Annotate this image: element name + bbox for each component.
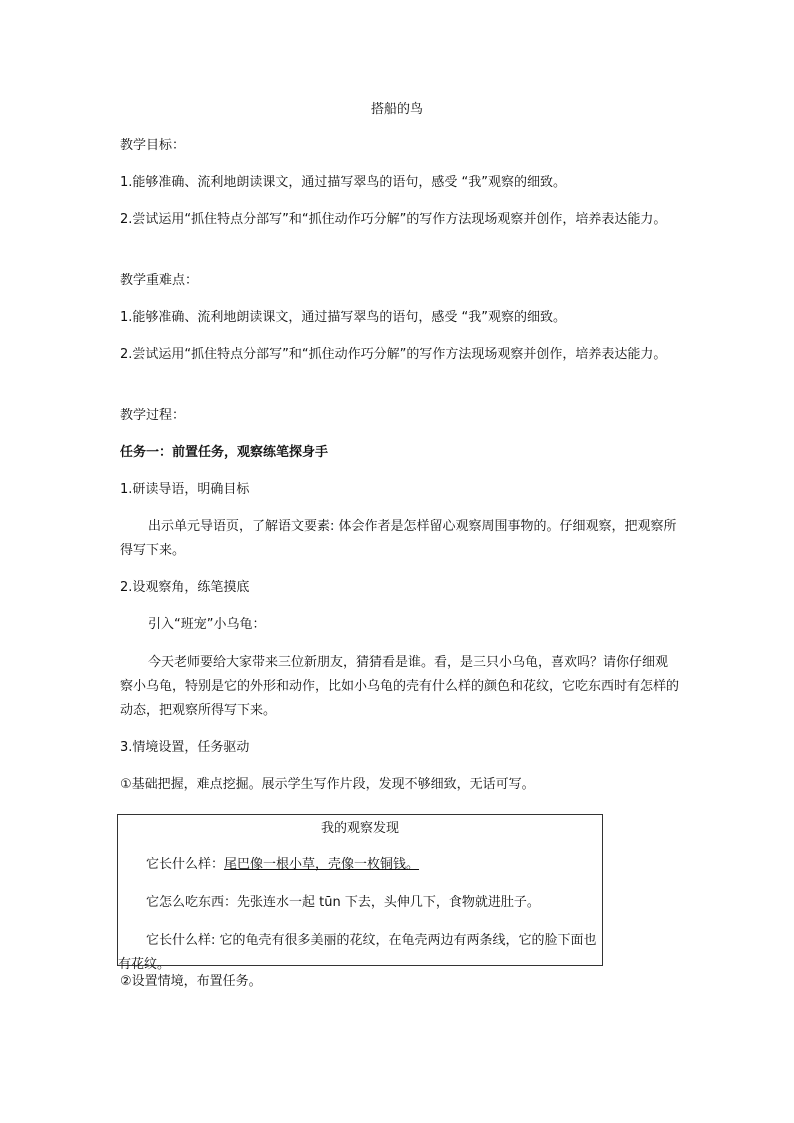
substep-1: ①基础把握，难点挖掘。展示学生写作片段，发现不够细致，无话可写。 xyxy=(120,777,535,792)
step1-text: 出示单元导语页，了解语文要素: 体会作者是怎样留心观察周围事物的。仔细观察，把观察所得写下来。 xyxy=(120,519,677,558)
task1-heading: 任务一：前置任务，观察练笔探身手 xyxy=(120,445,329,460)
objective-item-2: 2.尝试运用“抓住特点分部写”和“抓住动作巧分解”的写作方法现场观察并创作，培养表达能力。 xyxy=(120,212,667,227)
step2-intro: 引入“班宠”小乌龟： xyxy=(148,617,266,632)
box-line-3: 它长什么样: 它的龟壳有很多美丽的花纹，在龟壳两边有两条线，它的脸下面也有花纹。 xyxy=(118,933,597,972)
process-heading: 教学过程： xyxy=(120,408,186,423)
box-line-1 xyxy=(118,853,604,877)
step2-text: 今天老师要给大家带来三位新朋友，猜猜看是谁。看，是三只小乌龟，喜欢吗？请你仔细观察小乌龟，特别是它的外形和动作，比如小乌龟的壳有什么样的颜色和花纹，它吃东西时有怎样的动态，把观察所得写下来。 xyxy=(120,655,680,718)
step3-heading: 3.情境设置，任务驱动 xyxy=(120,740,250,755)
substep-2: ②设置情境，布置任务。 xyxy=(120,974,262,989)
key-points-heading: 教学重难点： xyxy=(120,273,199,288)
step1-heading: 1.研读导语，明确目标 xyxy=(120,482,250,497)
box-line-2: 它怎么吃东西：先张连水一起 tūn 下去，头伸几下，食物就进肚子。 xyxy=(146,895,540,910)
key-point-item-1: 1.能够准确、流利地朗读课文，通过描写翠鸟的语句，感受 “我”观察的细致。 xyxy=(120,310,567,325)
box-title: 我的观察发现 xyxy=(320,821,399,836)
objective-item-1: 1.能够准确、流利地朗读课文，通过描写翠鸟的语句，感受 “我”观察的细致。 xyxy=(120,175,567,190)
box-line-1-label: 它长什么样： xyxy=(146,857,225,872)
key-point-item-2: 2.尝试运用“抓住特点分部写”和“抓住动作巧分解”的写作方法现场观察并创作，培养表达能力。 xyxy=(120,347,667,362)
objectives-heading: 教学目标： xyxy=(120,138,186,153)
step2-heading: 2.设观察角，练笔摸底 xyxy=(120,580,250,595)
box-line-1-text: 尾巴像一根小草，壳像一枚铜钱。 xyxy=(224,857,420,872)
page-title: 搭船的鸟 xyxy=(370,102,423,117)
observation-box xyxy=(117,814,603,972)
